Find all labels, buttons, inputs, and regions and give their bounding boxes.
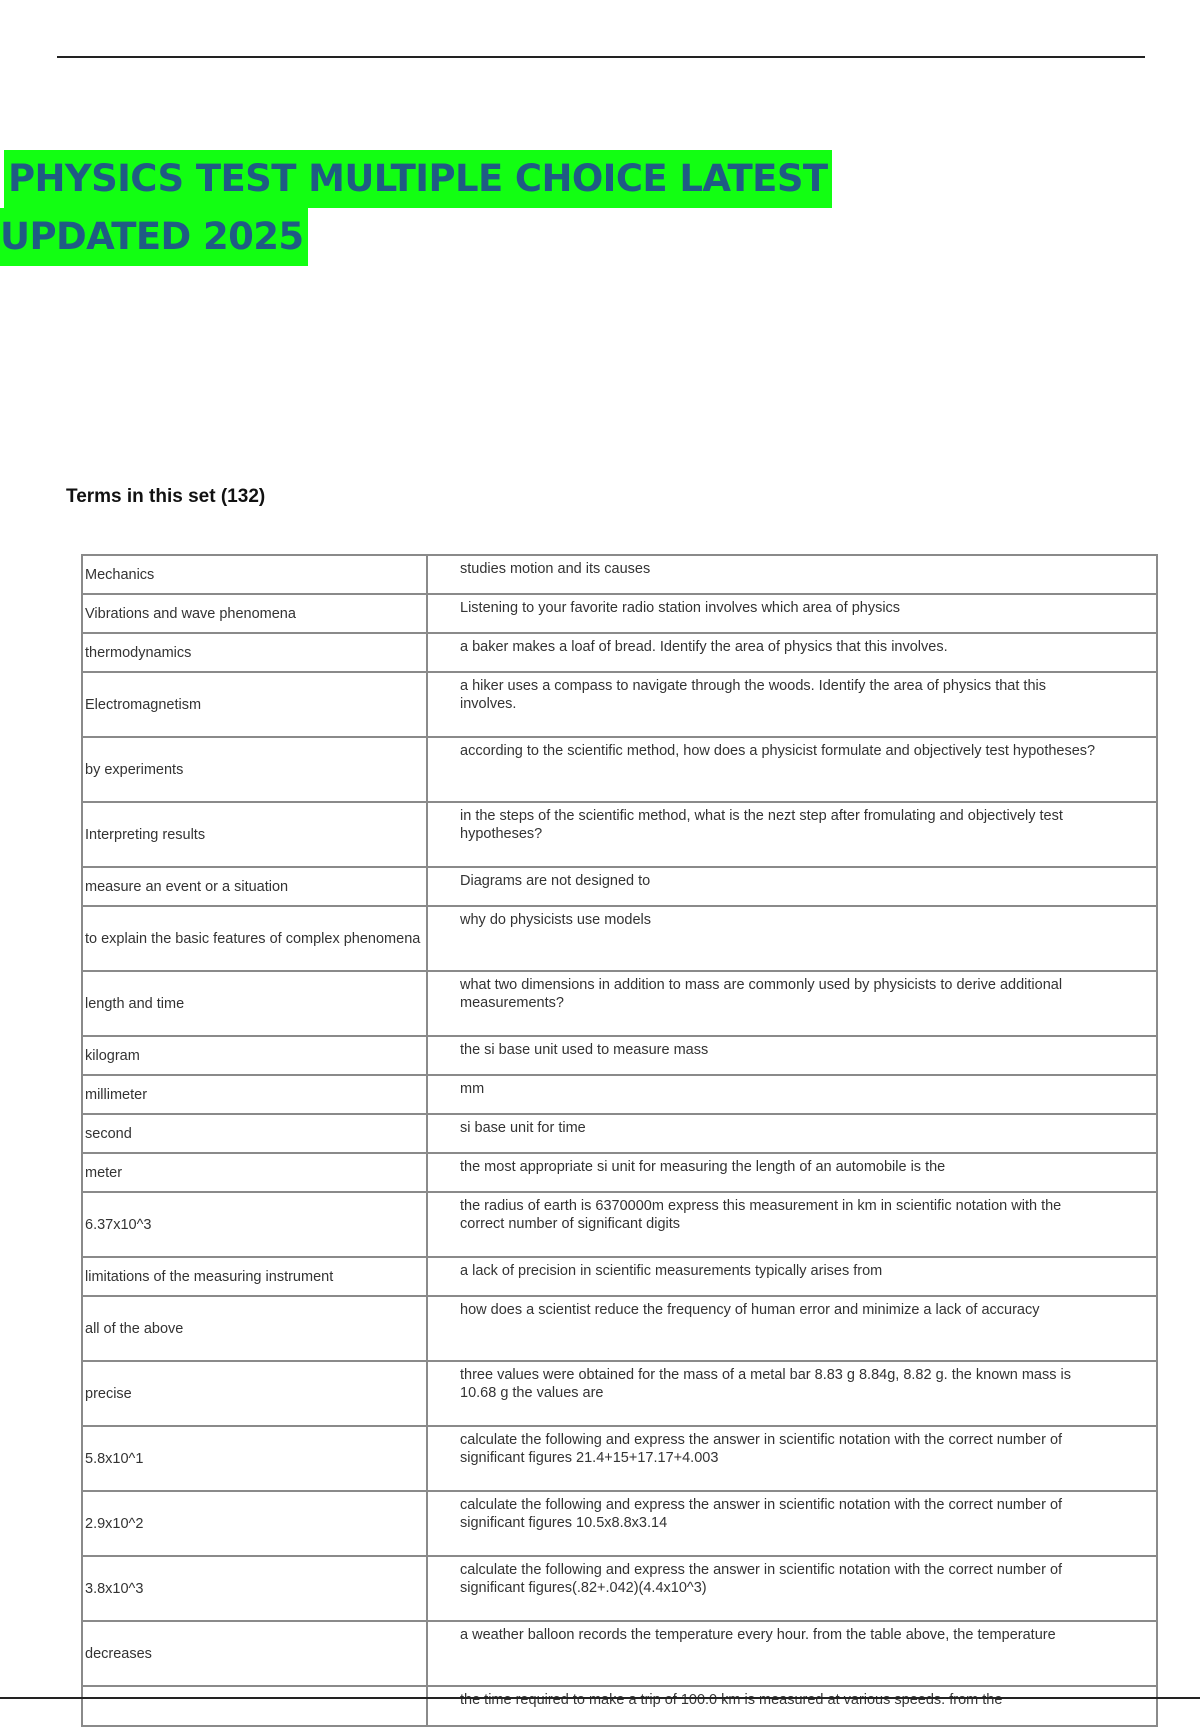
term-cell: kilogram <box>82 1036 427 1075</box>
definition-cell: three values were obtained for the mass of a metal bar 8.83 g 8.84g, 8.82 g. the known mass is 10.68 g the values are <box>427 1361 1157 1426</box>
term-cell: 5.8x10^1 <box>82 1426 427 1491</box>
definition-cell: the radius of earth is 6370000m express this measurement in km in scientific notation with the correct number of significant digits <box>427 1192 1157 1257</box>
term-cell: precise <box>82 1361 427 1426</box>
term-cell: length and time <box>82 971 427 1036</box>
term-row <box>82 1361 1157 1426</box>
definition-cell: calculate the following and express the answer in scientific notation with the correct number of significant figures 21.4+15+17.17+4.003 <box>427 1426 1157 1491</box>
definition-cell: the time required to make a trip of 100.0 km is measured at various speeds. from the <box>427 1686 1157 1726</box>
definition-cell: a weather balloon records the temperature every hour. from the table above, the temperature <box>427 1621 1157 1686</box>
title-line-1: PHYSICS TEST MULTIPLE CHOICE LATEST <box>4 150 832 208</box>
term-cell: all of the above <box>82 1296 427 1361</box>
definition-cell: a lack of precision in scientific measurements typically arises from <box>427 1257 1157 1296</box>
definition-cell: calculate the following and express the answer in scientific notation with the correct number of significant figures 10.5x8.8x3.14 <box>427 1491 1157 1556</box>
term-row <box>82 1257 1157 1296</box>
term-cell: by experiments <box>82 737 427 802</box>
definition-cell: the si base unit used to measure mass <box>427 1036 1157 1075</box>
terms-heading: Terms in this set (132) <box>66 486 266 507</box>
definition-cell: Diagrams are not designed to <box>427 867 1157 906</box>
term-row <box>82 1491 1157 1556</box>
term-row <box>82 633 1157 672</box>
term-row <box>82 737 1157 802</box>
definition-cell: si base unit for time <box>427 1114 1157 1153</box>
term-cell: thermodynamics <box>82 633 427 672</box>
term-cell: millimeter <box>82 1075 427 1114</box>
title-line-2: UPDATED 2025 <box>0 208 308 266</box>
definition-cell: in the steps of the scientific method, what is the nezt step after fromulating and objectively test hypotheses? <box>427 802 1157 867</box>
terms-table-body <box>82 555 1157 1726</box>
term-cell: 6.37x10^3 <box>82 1192 427 1257</box>
term-row <box>82 555 1157 594</box>
top-rule <box>57 56 1145 58</box>
term-row <box>82 906 1157 971</box>
term-cell: 3.8x10^3 <box>82 1556 427 1621</box>
definition-cell: calculate the following and express the answer in scientific notation with the correct number of significant figures(.82+.042)(4.4x10^3) <box>427 1556 1157 1621</box>
term-cell: measure an event or a situation <box>82 867 427 906</box>
document-title <box>0 150 832 266</box>
term-row <box>82 594 1157 633</box>
definition-cell: according to the scientific method, how does a physicist formulate and objectively test hypotheses? <box>427 737 1157 802</box>
definition-cell: why do physicists use models <box>427 906 1157 971</box>
term-cell: meter <box>82 1153 427 1192</box>
term-row <box>82 1075 1157 1114</box>
term-cell: Electromagnetism <box>82 672 427 737</box>
term-row <box>82 1556 1157 1621</box>
term-cell: Interpreting results <box>82 802 427 867</box>
terms-table <box>81 554 1158 1727</box>
definition-cell: studies motion and its causes <box>427 555 1157 594</box>
definition-cell: how does a scientist reduce the frequency of human error and minimize a lack of accuracy <box>427 1296 1157 1361</box>
term-cell: Mechanics <box>82 555 427 594</box>
term-row <box>82 1114 1157 1153</box>
definition-cell: a hiker uses a compass to navigate through the woods. Identify the area of physics that this involves. <box>427 672 1157 737</box>
definition-cell: mm <box>427 1075 1157 1114</box>
term-row <box>82 802 1157 867</box>
term-cell: Vibrations and wave phenomena <box>82 594 427 633</box>
term-row <box>82 1192 1157 1257</box>
term-row <box>82 1153 1157 1192</box>
term-row <box>82 1296 1157 1361</box>
term-cell: decreases <box>82 1621 427 1686</box>
term-row <box>82 1036 1157 1075</box>
bottom-rule <box>0 1697 1200 1699</box>
term-row <box>82 1621 1157 1686</box>
definition-cell: what two dimensions in addition to mass are commonly used by physicists to derive additional measurements? <box>427 971 1157 1036</box>
definition-cell: a baker makes a loaf of bread. Identify the area of physics that this involves. <box>427 633 1157 672</box>
term-row <box>82 867 1157 906</box>
term-cell <box>82 1686 427 1726</box>
definition-cell: the most appropriate si unit for measuring the length of an automobile is the <box>427 1153 1157 1192</box>
term-row <box>82 971 1157 1036</box>
term-row <box>82 672 1157 737</box>
term-cell: 2.9x10^2 <box>82 1491 427 1556</box>
term-row <box>82 1686 1157 1726</box>
term-cell: limitations of the measuring instrument <box>82 1257 427 1296</box>
term-cell: second <box>82 1114 427 1153</box>
definition-cell: Listening to your favorite radio station involves which area of physics <box>427 594 1157 633</box>
term-cell: to explain the basic features of complex phenomena <box>82 906 427 971</box>
term-row <box>82 1426 1157 1491</box>
